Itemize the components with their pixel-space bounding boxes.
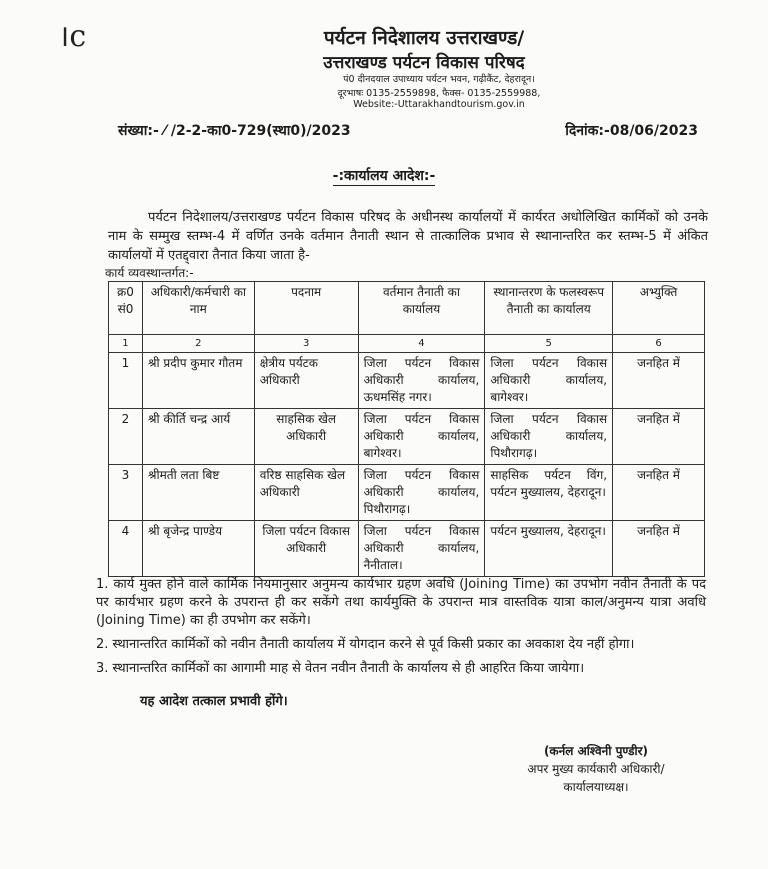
signatory-name: (कर्नल अश्विनी पुण्डीर) — [543, 744, 649, 758]
table-row — [109, 465, 705, 521]
col-header-sno: क्र0 सं0 — [109, 282, 143, 335]
notes-section — [96, 576, 706, 684]
row-new-office: जिला पर्यटन विकास अधिकारी कार्यालय, पिथौरागढ़। — [485, 409, 613, 465]
row-designation: वरिष्ठ साहसिक खेल अधिकारी — [254, 465, 358, 521]
row-remark: जनहित में — [613, 465, 705, 521]
reference-date: दिनांक:-08/06/2023 — [565, 123, 698, 139]
karya-label: कार्य व्यवस्थान्तर्गत:- — [105, 266, 194, 280]
row-name: श्री कीर्ति चन्द्र आर्य — [142, 409, 254, 465]
col-header-current-office: वर्तमान तैनाती का कार्यालय — [358, 282, 485, 335]
row-current-office: जिला पर्यटन विकास अधिकारी कार्यालय, पिथौरागढ़। — [358, 465, 485, 521]
row-designation: जिला पर्यटन विकास अधिकारी — [254, 521, 358, 577]
order-title-text: -:कार्यालय आदेश:- — [332, 168, 436, 184]
org-phone: दूरभाषः 0135-2559898, फैक्स- 0135-2559988, — [337, 88, 541, 99]
row-remark: जनहित में — [613, 409, 705, 465]
reference-number: संख्या:- ⁄ /2-2-का0-729(स्था0)/2023 — [118, 123, 351, 139]
signature-block — [496, 742, 696, 796]
table-column-number-row — [109, 335, 705, 353]
row-name: श्री बृजेन्द्र पाण्डेय — [142, 521, 254, 577]
col-header-designation: पदनाम — [254, 282, 358, 335]
note-item: 3. स्थानान्तरित कार्मिकों का आगामी माह से वेतन नवीन तैनाती के कार्यालय से ही आहरित किया जायेगा। — [96, 661, 585, 676]
row-sno: 4 — [109, 521, 143, 577]
row-designation: साहसिक खेल अधिकारी — [254, 409, 358, 465]
col-number: 3 — [254, 335, 358, 353]
row-new-office: साहसिक पर्यटन विंग, पर्यटन मुख्यालय, देहरादून। — [485, 465, 613, 521]
row-remark: जनहित में — [613, 353, 705, 409]
signatory-office: कार्यालयाध्यक्ष। — [563, 780, 629, 794]
row-sno: 3 — [109, 465, 143, 521]
handwritten-mark: ।c — [58, 19, 87, 54]
row-designation: क्षेत्रीय पर्यटक अधिकारी — [254, 353, 358, 409]
row-name: श्रीमती लता बिष्ट — [142, 465, 254, 521]
org-website: Website:-Uttarakhandtourism.gov.in — [353, 99, 525, 110]
signatory-title: अपर मुख्य कार्यकारी अधिकारी/ — [527, 762, 665, 776]
table-row — [109, 353, 705, 409]
closing-statement: यह आदेश तत्काल प्रभावी होंगे। — [140, 694, 288, 709]
col-header-new-office: स्थानान्तरण के फलस्वरूप तैनाती का कार्यालय — [485, 282, 613, 335]
table-row — [109, 521, 705, 577]
col-number: 4 — [358, 335, 485, 353]
row-current-office: जिला पर्यटन विकास अधिकारी कार्यालय, बागेश्वर। — [358, 409, 485, 465]
org-subtitle: उत्तराखण्ड पर्यटन विकास परिषद — [323, 53, 525, 73]
order-title — [0, 166, 768, 185]
col-header-name: अधिकारी/कर्मचारी का नाम — [142, 282, 254, 335]
org-address: पं0 दीनदयाल उपाध्याय पर्यटन भवन, गढ़ीकैंट, देहरादून। — [343, 74, 535, 85]
col-number: 1 — [109, 335, 143, 353]
intro-paragraph: पर्यटन निदेशालय/उत्तराखण्ड पर्यटन विकास परिषद के अधीनस्थ कार्यालयों में कार्यरत अधोलिखित कार्मिकों को उनके नाम के सम्मुख स्तम्भ-4 में वर्णित उनके वर्तमान तैनाती स्थान से तात्कालिक प्रभाव से स्थानान्तरित कर स्तम्भ-5 में अंकित कार्यालयों में एतद्द्वारा तैनात किया जाता है- — [108, 210, 708, 263]
row-new-office: जिला पर्यटन विकास अधिकारी कार्यालय, बागेश्वर। — [485, 353, 613, 409]
note-item: 2. स्थानान्तरित कार्मिकों को नवीन तैनाती कार्यालय में योगदान करने से पूर्व किसी प्रकार का अवकाश देय नहीं होगा। — [96, 637, 635, 652]
transfer-table — [108, 281, 705, 577]
row-name: श्री प्रदीप कुमार गौतम — [142, 353, 254, 409]
table-row — [109, 409, 705, 465]
table-header-row — [109, 282, 705, 335]
row-current-office: जिला पर्यटन विकास अधिकारी कार्यालय, नैनीताल। — [358, 521, 485, 577]
row-new-office: पर्यटन मुख्यालय, देहरादून। — [485, 521, 613, 577]
col-number: 2 — [142, 335, 254, 353]
col-number: 6 — [613, 335, 705, 353]
org-title: पर्यटन निदेशालय उत्तराखण्ड/ — [323, 27, 525, 49]
row-current-office: जिला पर्यटन विकास अधिकारी कार्यालय, ऊधमसिंह नगर। — [358, 353, 485, 409]
col-header-remark: अभ्युक्ति — [613, 282, 705, 335]
row-sno: 2 — [109, 409, 143, 465]
row-remark: जनहित में — [613, 521, 705, 577]
col-number: 5 — [485, 335, 613, 353]
row-sno: 1 — [109, 353, 143, 409]
note-item: 1. कार्य मुक्त होने वाले कार्मिक नियमानुसार अनुमन्य कार्यभार ग्रहण अवधि (Joining Time) का उपभोग नवीन तैनाती के पद पर कार्यभार ग्रहण करने के उपरान्त ही कर सकेंगे तथा कार्यमुक्ति के उपरान्त मात्र वास्तविक यात्रा काल/अनुमन्य यात्रा अवधि (Joining Time) का ही उपभोग कर सकेंगे। — [96, 577, 706, 628]
